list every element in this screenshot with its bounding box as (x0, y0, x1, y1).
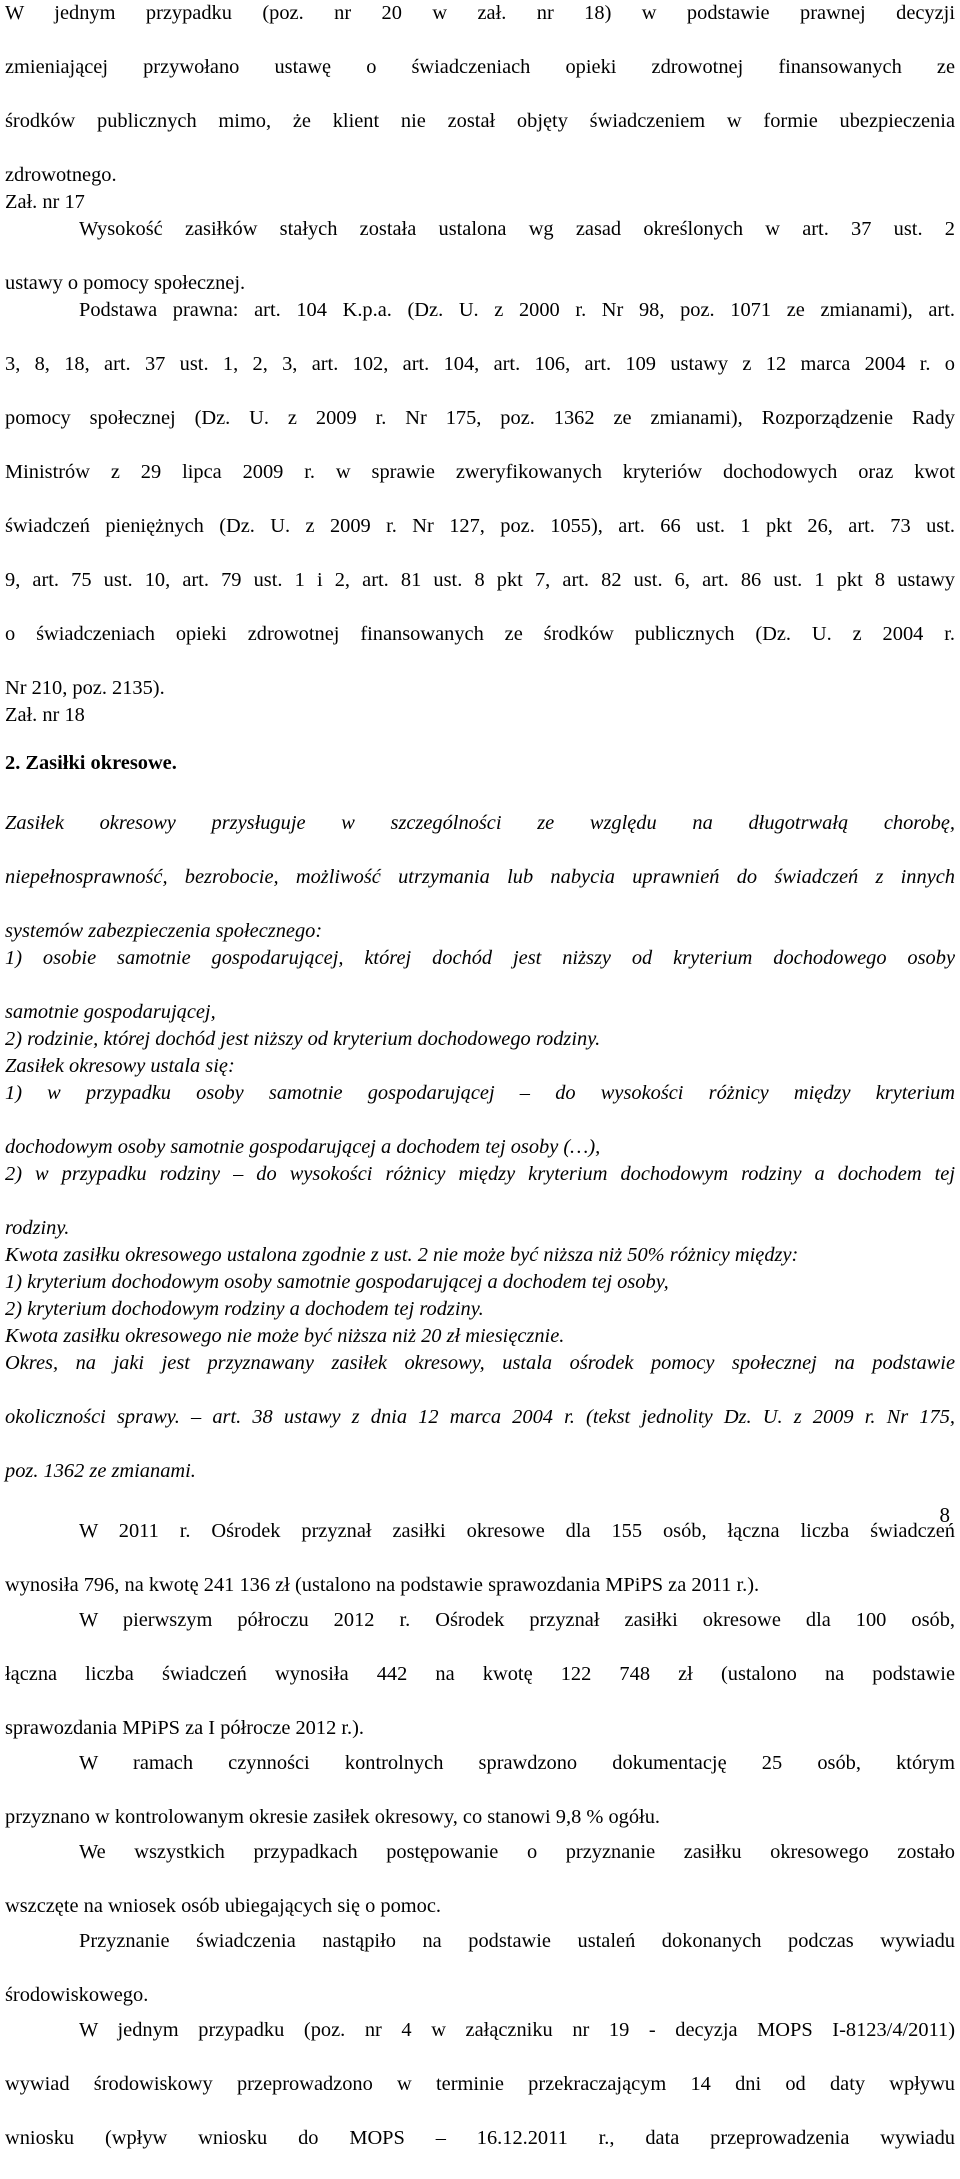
legal-basis-paragraph (5, 297, 955, 702)
text-line: o świadczeniach opieki zdrowotnej finansowanych ze środków publicznych (Dz. U. z 2004 r. (5, 623, 955, 645)
text-line: W ramach czynności kontrolnych sprawdzono dokumentację 25 osób, którym (79, 1752, 955, 1774)
paragraph-one-case (5, 2017, 955, 2179)
paragraph-control (5, 1750, 955, 1831)
section-heading: 2. Zasiłki okresowe. (5, 752, 177, 774)
text-line: Podstawa prawna: art. 104 K.p.a. (Dz. U. z 2000 r. Nr 98, poz. 1071 ze zmianami), art. (79, 299, 955, 321)
text-line: ustawy o pomocy społecznej. (5, 272, 246, 294)
attachment-ref-17: Zał. nr 17 (5, 191, 85, 213)
text-line: systemów zabezpieczenia społecznego: (5, 920, 323, 942)
text-line: wniosku (wpływ wniosku do MOPS – 16.12.2011 r., data przeprowadzenia wywiadu (5, 2127, 955, 2149)
text-line: sprawozdania MPiPS za I półrocze 2012 r.). (5, 1717, 365, 1739)
text-line: samotnie gospodarującej, (5, 1001, 216, 1023)
basis-paragraph (5, 216, 955, 297)
text-line: Przyznanie świadczenia nastąpiło na podstawie ustaleń dokonanych podczas wywiadu (79, 1930, 955, 1952)
text-line: świadczeń pieniężnych (Dz. U. z 2009 r. Nr 127, poz. 1055), art. 66 ust. 1 pkt 26, art. 73 ust. (5, 515, 955, 537)
text-line: dochodowym osoby samotnie gospodarującej a dochodem tej osoby (…), (5, 1136, 601, 1158)
page-number: 8 (939, 1503, 950, 1527)
text-line: Kwota zasiłku okresowego nie może być niższa niż 20 zł miesięcznie. (5, 1325, 565, 1347)
text-line: Zasiłek okresowy przysługuje w szczególności ze względu na długotrwałą chorobę, (5, 812, 955, 834)
text-line: zdrowotnego. (5, 164, 117, 186)
text-line: W 2011 r. Ośrodek przyznał zasiłki okresowe dla 155 osób, łączna liczba świadczeń (79, 1520, 955, 1542)
list-item: 2) w przypadku rodziny – do wysokości różnicy między kryterium dochodowym rodziny a dochodem tej (5, 1163, 955, 1185)
text-line: przyznano w kontrolowanym okresie zasiłek okresowy, co stanowi 9,8 % ogółu. (5, 1806, 660, 1828)
paragraph-all-cases (5, 1839, 955, 1920)
text-line: łączna liczba świadczeń wynosiła 442 na kwotę 122 748 zł (ustalono na podstawie (5, 1663, 955, 1685)
text-line: W pierwszym półroczu 2012 r. Ośrodek przyznał zasiłki okresowe dla 100 osób, (79, 1609, 955, 1631)
list-item: 1) osobie samotnie gospodarującej, której dochód jest niższy od kryterium dochodowego osoby (5, 947, 955, 969)
list-item: 1) kryterium dochodowym osoby samotnie gospodarującej a dochodem tej osoby, (5, 1271, 669, 1293)
paragraph-grant (5, 1928, 955, 2009)
text-line: 9, art. 75 ust. 10, art. 79 ust. 1 i 2, art. 81 ust. 8 pkt 7, art. 82 ust. 6, art. 86 ust. 1 pkt 8 ustawy (5, 569, 955, 591)
paragraph-2012 (5, 1607, 955, 1742)
text-line: zmieniającej przywołano ustawę o świadczeniach opieki zdrowotnej finansowanych ze (5, 56, 955, 78)
document-body (5, 0, 955, 2179)
text-line: 3, 8, 18, art. 37 ust. 1, 2, 3, art. 102, art. 104, art. 106, art. 109 ustawy z 12 marca 2004 r. o (5, 353, 955, 375)
text-line: wynosiła 796, na kwotę 241 136 zł (ustalono na podstawie sprawozdania MPiPS za 2011 r.). (5, 1574, 760, 1596)
text-line: środowiskowego. (5, 1984, 149, 2006)
text-line: Wysokość zasiłków stałych została ustalona wg zasad określonych w art. 37 ust. 2 (79, 218, 955, 240)
list-item: 1) w przypadku osoby samotnie gospodarującej – do wysokości różnicy między kryterium (5, 1082, 955, 1104)
text-line: okoliczności sprawy. – art. 38 ustawy z dnia 12 marca 2004 r. (tekst jednolity Dz. U. z 2009 r. Nr 175, (5, 1406, 955, 1428)
text-line: Nr 210, poz. 2135). (5, 677, 165, 699)
text-line: wszczęte na wniosek osób ubiegających się o pomoc. (5, 1895, 441, 1917)
list-item: 2) kryterium dochodowym rodziny a dochodem tej rodziny. (5, 1298, 484, 1320)
attachment-ref-18: Zał. nr 18 (5, 704, 85, 726)
paragraph-2011 (5, 1518, 955, 1599)
text-line: środków publicznych mimo, że klient nie został objęty świadczeniem w formie ubezpieczenia (5, 110, 955, 132)
text-line: poz. 1362 ze zmianami. (5, 1460, 196, 1482)
text-line: Okres, na jaki jest przyznawany zasiłek okresowy, ustala ośrodek pomocy społecznej na podstawie (5, 1352, 955, 1374)
text-line: W jednym przypadku (poz. nr 4 w załączniku nr 19 - decyzja MOPS I-8123/4/2011) (79, 2019, 955, 2041)
text-line: W jednym przypadku (poz. nr 20 w zał. nr 18) w podstawie prawnej decyzji (5, 2, 955, 24)
text-line: pomocy społecznej (Dz. U. z 2009 r. Nr 175, poz. 1362 ze zmianami), Rozporządzenie Rady (5, 407, 955, 429)
intro-paragraph (5, 0, 955, 189)
legal-quotation (5, 810, 955, 1485)
text-line: We wszystkich przypadkach postępowanie o przyznanie zasiłku okresowego zostało (79, 1841, 955, 1863)
text-line: Zasiłek okresowy ustala się: (5, 1055, 235, 1077)
text-line: niepełnosprawność, bezrobocie, możliwość utrzymania lub nabycia uprawnień do świadczeń z innych (5, 866, 955, 888)
text-line: wywiad środowiskowy przeprowadzono w terminie przekraczającym 14 dni od daty wpływu (5, 2073, 955, 2095)
text-line: Ministrów z 29 lipca 2009 r. w sprawie zweryfikowanych kryteriów dochodowych oraz kwot (5, 461, 955, 483)
list-item: 2) rodzinie, której dochód jest niższy od kryterium dochodowego rodziny. (5, 1028, 601, 1050)
text-line: Kwota zasiłku okresowego ustalona zgodnie z ust. 2 nie może być niższa niż 50% różnicy między: (5, 1244, 799, 1266)
text-line: rodziny. (5, 1217, 70, 1239)
